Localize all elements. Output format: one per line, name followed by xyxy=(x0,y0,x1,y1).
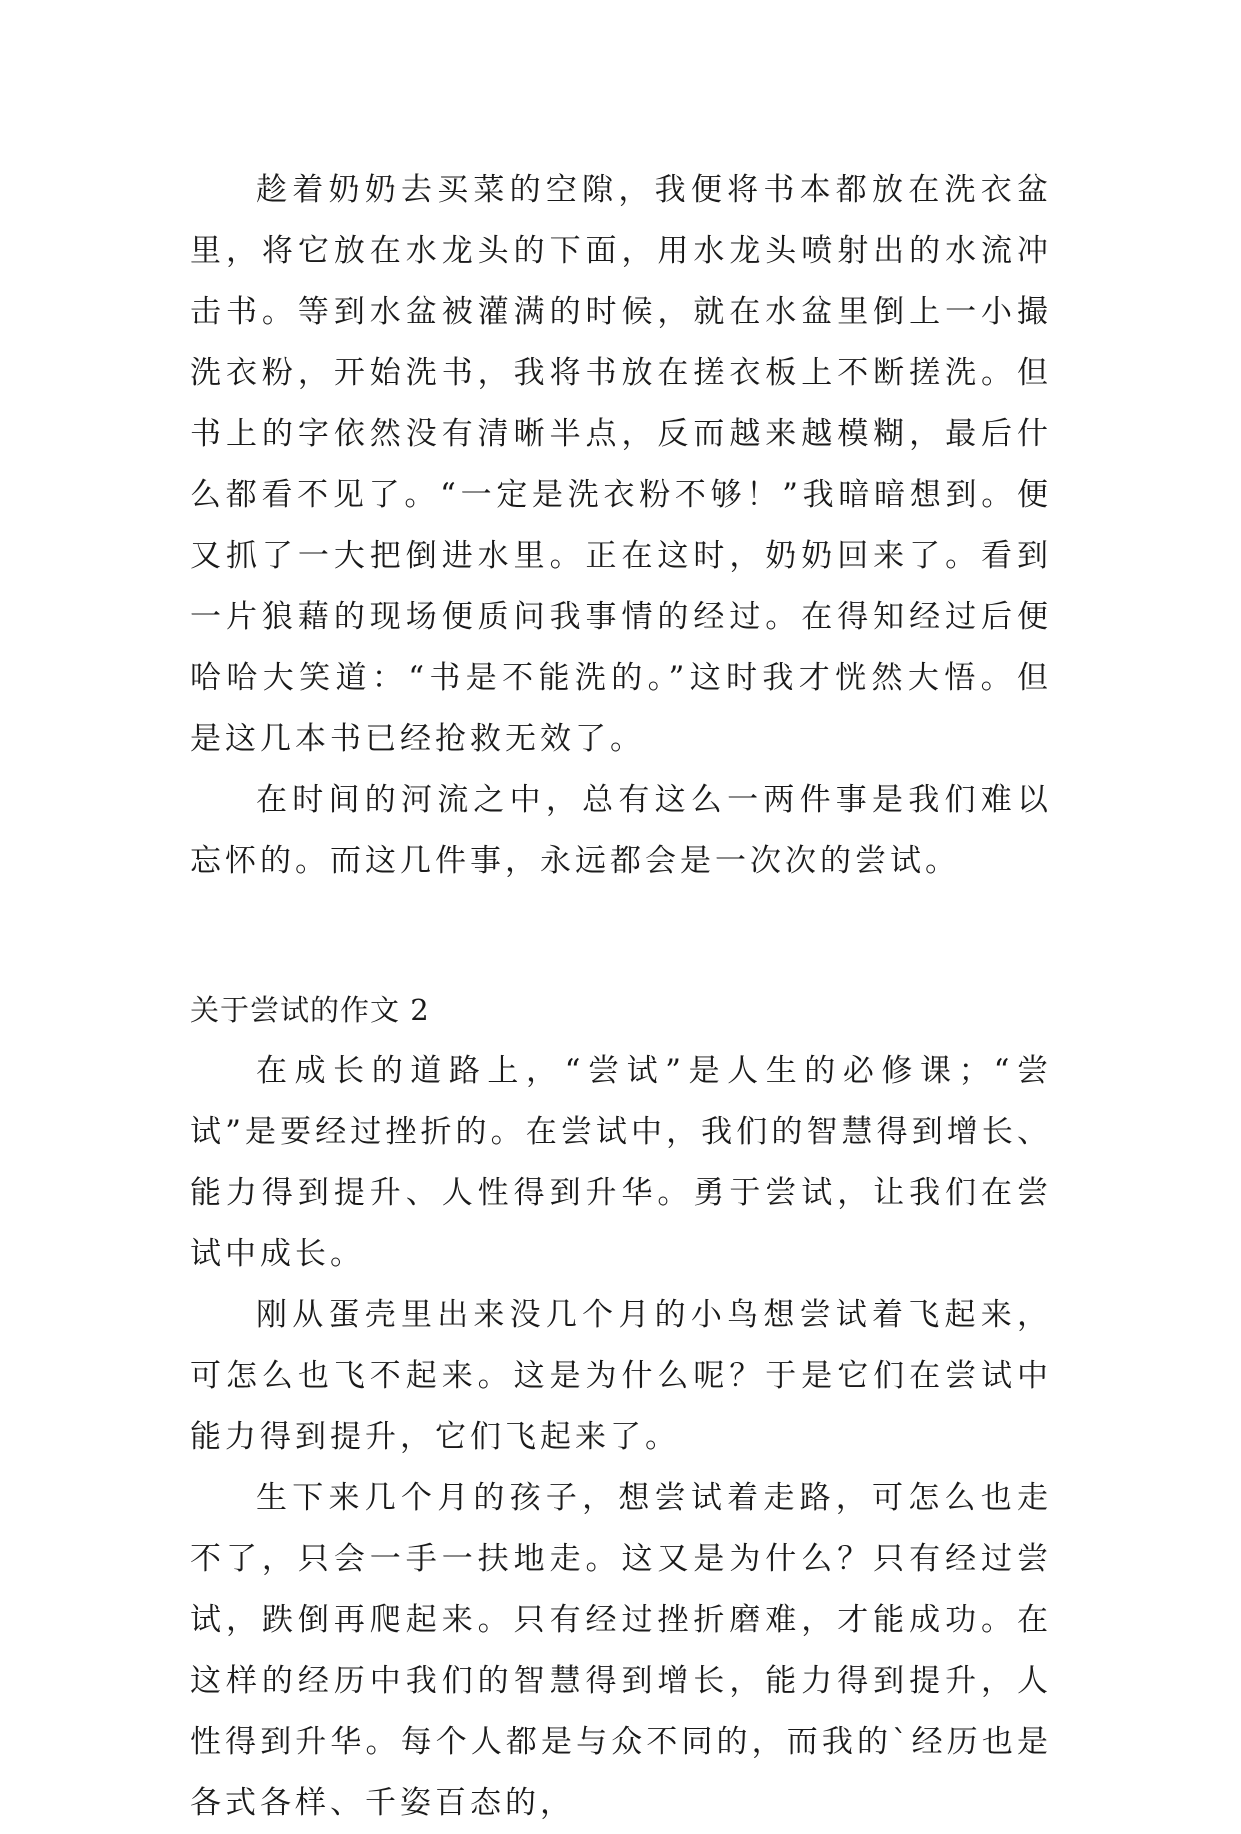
paragraph-little-bird: 刚从蛋壳里出来没几个月的小鸟想尝试着飞起来，可怎么也飞不起来。这是为什么呢？于是它们在尝试中能力得到提升，它们飞起来了。 xyxy=(190,1297,1052,1455)
paragraph-child-walking: 生下来几个月的孩子，想尝试着走路，可怎么也走不了，只会一手一扶地走。这又是为什么？只有经过尝试，跌倒再爬起来。只有经过挫折磨难，才能成功。在这样的经历中我们的智慧得到增长，能力得到提升，人性得到升华。每个人都是与众不同的，而我的`经历也是各式各样、千姿百态的， xyxy=(190,1480,1052,1821)
paragraph-wash-books: 趁着奶奶去买菜的空隙，我便将书本都放在洗衣盆里，将它放在水龙头的下面，用水龙头喷射出的水流冲击书。等到水盆被灌满的时候，就在水盆里倒上一小撮洗衣粉，开始洗书，我将书放在搓衣板上不断搓洗。但书上的字依然没有清晰半点，反而越来越模糊，最后什么都看不见了。“一定是洗衣粉不够！”我暗暗想到。便又抓了一大把倒进水里。正在这时，奶奶回来了。看到一片狼藉的现场便质问我事情的经过。在得知经过后便哈哈大笑道：“书是不能洗的。”这时我才恍然大悟。但是这几本书已经抢救无效了。 xyxy=(190,172,1052,757)
section-title: 关于尝试的作文 2 xyxy=(190,993,430,1027)
document-page xyxy=(190,160,1052,1834)
paragraph-river-of-time: 在时间的河流之中，总有这么一两件事是我们难以忘怀的。而这几件事，永远都会是一次次的尝试。 xyxy=(190,782,1052,879)
section-spacer xyxy=(190,892,1052,980)
paragraph-growth-path: 在成长的道路上，“尝试”是人生的必修课；“尝试”是要经过挫折的。在尝试中，我们的智慧得到增长、能力得到提升、人性得到升华。勇于尝试，让我们在尝试中成长。 xyxy=(190,1053,1052,1272)
